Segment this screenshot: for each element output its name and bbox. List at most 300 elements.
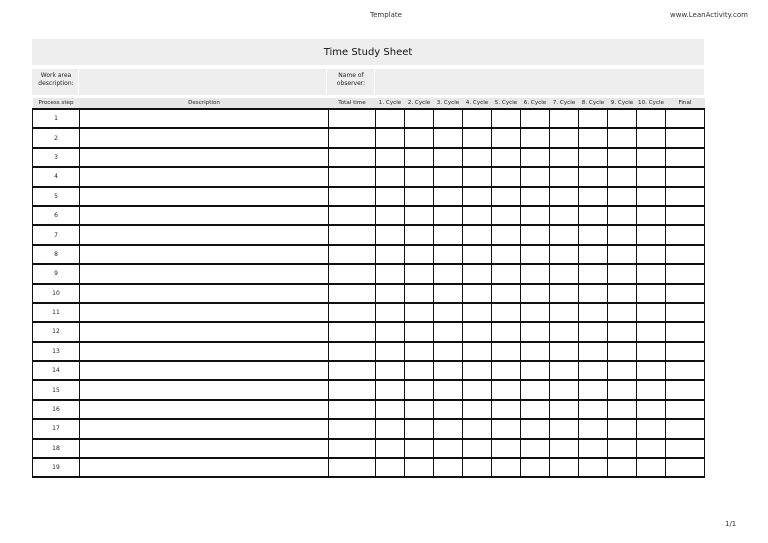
time-entry-cell[interactable] [405, 361, 434, 380]
time-entry-cell[interactable] [405, 128, 434, 147]
time-entry-cell[interactable] [579, 109, 608, 128]
description-cell[interactable] [80, 187, 329, 206]
column-header: 2. Cycle [405, 98, 434, 109]
time-entry-cell[interactable] [608, 342, 637, 361]
time-entry-cell[interactable] [521, 361, 550, 380]
process-step-cell: 11 [33, 303, 80, 322]
time-entry-cell[interactable] [579, 264, 608, 283]
table-row [33, 419, 705, 438]
time-entry-cell[interactable] [434, 380, 463, 399]
description-cell[interactable] [80, 439, 329, 458]
time-entry-cell[interactable] [434, 167, 463, 186]
time-study-table [32, 98, 705, 478]
description-cell[interactable] [80, 264, 329, 283]
time-entry-cell[interactable] [579, 148, 608, 167]
time-entry-cell[interactable] [521, 187, 550, 206]
time-entry-cell[interactable] [376, 303, 405, 322]
time-entry-cell[interactable] [492, 284, 521, 303]
time-entry-cell[interactable] [492, 439, 521, 458]
time-entry-cell[interactable] [492, 187, 521, 206]
time-entry-cell[interactable] [329, 109, 376, 128]
time-entry-cell[interactable] [550, 439, 579, 458]
info-separator [326, 69, 327, 95]
time-entry-cell[interactable] [329, 206, 376, 225]
description-cell[interactable] [80, 109, 329, 128]
process-step-cell: 4 [33, 167, 80, 186]
time-entry-cell[interactable] [579, 167, 608, 186]
process-step-cell: 19 [33, 458, 80, 477]
time-entry-cell[interactable] [329, 439, 376, 458]
time-entry-cell[interactable] [521, 342, 550, 361]
time-entry-cell[interactable] [608, 206, 637, 225]
time-entry-cell[interactable] [434, 439, 463, 458]
time-entry-cell[interactable] [492, 303, 521, 322]
time-entry-cell[interactable] [666, 225, 705, 244]
time-entry-cell[interactable] [666, 284, 705, 303]
process-step-cell: 5 [33, 187, 80, 206]
table-row [33, 187, 705, 206]
time-entry-cell[interactable] [579, 206, 608, 225]
time-entry-cell[interactable] [434, 245, 463, 264]
time-entry-cell[interactable] [434, 342, 463, 361]
table-row [33, 380, 705, 399]
time-entry-cell[interactable] [329, 128, 376, 147]
time-entry-cell[interactable] [434, 264, 463, 283]
time-entry-cell[interactable] [434, 322, 463, 341]
time-entry-cell[interactable] [463, 380, 492, 399]
time-entry-cell[interactable] [637, 264, 666, 283]
time-entry-cell[interactable] [405, 167, 434, 186]
time-entry-cell[interactable] [434, 109, 463, 128]
time-entry-cell[interactable] [637, 322, 666, 341]
info-separator [78, 69, 79, 95]
time-entry-cell[interactable] [434, 458, 463, 477]
time-entry-cell[interactable] [550, 187, 579, 206]
time-entry-cell[interactable] [608, 187, 637, 206]
time-entry-cell[interactable] [434, 148, 463, 167]
time-entry-cell[interactable] [608, 400, 637, 419]
time-entry-cell[interactable] [637, 187, 666, 206]
time-entry-cell[interactable] [521, 264, 550, 283]
table-row [33, 342, 705, 361]
time-entry-cell[interactable] [666, 342, 705, 361]
time-entry-cell[interactable] [521, 148, 550, 167]
time-entry-cell[interactable] [521, 419, 550, 438]
process-step-cell: 8 [33, 245, 80, 264]
time-entry-cell[interactable] [666, 264, 705, 283]
time-entry-cell[interactable] [405, 400, 434, 419]
description-cell[interactable] [80, 284, 329, 303]
time-entry-cell[interactable] [405, 109, 434, 128]
description-cell[interactable] [80, 128, 329, 147]
time-entry-cell[interactable] [492, 380, 521, 399]
time-entry-cell[interactable] [492, 167, 521, 186]
column-header: Description [80, 98, 329, 109]
process-step-cell: 1 [33, 109, 80, 128]
time-entry-cell[interactable] [376, 128, 405, 147]
time-entry-cell[interactable] [405, 264, 434, 283]
time-entry-cell[interactable] [579, 380, 608, 399]
process-step-cell: 2 [33, 128, 80, 147]
time-entry-cell[interactable] [463, 128, 492, 147]
time-entry-cell[interactable] [405, 439, 434, 458]
time-entry-cell[interactable] [608, 380, 637, 399]
time-entry-cell[interactable] [637, 458, 666, 477]
time-entry-cell[interactable] [434, 284, 463, 303]
time-entry-cell[interactable] [405, 245, 434, 264]
time-entry-cell[interactable] [579, 303, 608, 322]
time-entry-cell[interactable] [329, 264, 376, 283]
time-entry-cell[interactable] [329, 419, 376, 438]
description-cell[interactable] [80, 167, 329, 186]
column-header: 10. Cycle [637, 98, 666, 109]
time-entry-cell[interactable] [463, 342, 492, 361]
time-entry-cell[interactable] [637, 128, 666, 147]
time-entry-cell[interactable] [550, 380, 579, 399]
time-entry-cell[interactable] [376, 187, 405, 206]
time-entry-cell[interactable] [376, 419, 405, 438]
time-entry-cell[interactable] [666, 458, 705, 477]
info-separator [374, 69, 375, 95]
time-entry-cell[interactable] [637, 303, 666, 322]
table-row [33, 284, 705, 303]
time-entry-cell[interactable] [637, 380, 666, 399]
time-entry-cell[interactable] [434, 419, 463, 438]
column-header: 9. Cycle [608, 98, 637, 109]
time-entry-cell[interactable] [608, 167, 637, 186]
time-entry-cell[interactable] [666, 439, 705, 458]
time-entry-cell[interactable] [521, 245, 550, 264]
time-entry-cell[interactable] [608, 245, 637, 264]
time-entry-cell[interactable] [376, 206, 405, 225]
time-entry-cell[interactable] [521, 303, 550, 322]
time-entry-cell[interactable] [463, 225, 492, 244]
time-entry-cell[interactable] [550, 128, 579, 147]
time-entry-cell[interactable] [434, 187, 463, 206]
time-entry-cell[interactable] [666, 419, 705, 438]
description-cell[interactable] [80, 380, 329, 399]
process-step-cell: 9 [33, 264, 80, 283]
process-step-cell: 6 [33, 206, 80, 225]
time-entry-cell[interactable] [329, 167, 376, 186]
time-entry-cell[interactable] [608, 284, 637, 303]
time-entry-cell[interactable] [405, 206, 434, 225]
time-entry-cell[interactable] [405, 148, 434, 167]
time-entry-cell[interactable] [463, 187, 492, 206]
time-entry-cell[interactable] [329, 380, 376, 399]
description-cell[interactable] [80, 245, 329, 264]
time-entry-cell[interactable] [579, 439, 608, 458]
column-header: 1. Cycle [376, 98, 405, 109]
time-entry-cell[interactable] [608, 148, 637, 167]
time-entry-cell[interactable] [608, 264, 637, 283]
time-entry-cell[interactable] [666, 109, 705, 128]
time-entry-cell[interactable] [463, 148, 492, 167]
time-entry-cell[interactable] [579, 128, 608, 147]
time-entry-cell[interactable] [608, 439, 637, 458]
time-entry-cell[interactable] [463, 439, 492, 458]
time-entry-cell[interactable] [666, 206, 705, 225]
time-entry-cell[interactable] [329, 187, 376, 206]
time-entry-cell[interactable] [666, 148, 705, 167]
description-cell[interactable] [80, 419, 329, 438]
time-entry-cell[interactable] [376, 400, 405, 419]
time-entry-cell[interactable] [637, 342, 666, 361]
time-entry-cell[interactable] [579, 400, 608, 419]
time-entry-cell[interactable] [492, 342, 521, 361]
time-entry-cell[interactable] [608, 361, 637, 380]
time-entry-cell[interactable] [434, 303, 463, 322]
table-header-row [33, 98, 705, 109]
time-entry-cell[interactable] [492, 264, 521, 283]
time-entry-cell[interactable] [637, 400, 666, 419]
time-entry-cell[interactable] [550, 342, 579, 361]
time-entry-cell[interactable] [329, 361, 376, 380]
time-entry-cell[interactable] [579, 187, 608, 206]
time-entry-cell[interactable] [579, 458, 608, 477]
time-entry-cell[interactable] [329, 148, 376, 167]
time-entry-cell[interactable] [376, 225, 405, 244]
time-entry-cell[interactable] [376, 361, 405, 380]
time-entry-cell[interactable] [521, 322, 550, 341]
time-entry-cell[interactable] [550, 167, 579, 186]
time-entry-cell[interactable] [637, 245, 666, 264]
page-number: 1/1 [725, 520, 737, 528]
description-cell[interactable] [80, 148, 329, 167]
time-entry-cell[interactable] [579, 225, 608, 244]
time-entry-cell[interactable] [329, 284, 376, 303]
description-cell[interactable] [80, 225, 329, 244]
time-entry-cell[interactable] [376, 439, 405, 458]
time-entry-cell[interactable] [550, 419, 579, 438]
table-row [33, 148, 705, 167]
process-step-cell: 17 [33, 419, 80, 438]
time-entry-cell[interactable] [608, 303, 637, 322]
time-entry-cell[interactable] [550, 148, 579, 167]
time-entry-cell[interactable] [666, 187, 705, 206]
process-step-cell: 14 [33, 361, 80, 380]
time-entry-cell[interactable] [608, 128, 637, 147]
time-entry-cell[interactable] [637, 361, 666, 380]
description-cell[interactable] [80, 361, 329, 380]
time-entry-cell[interactable] [579, 245, 608, 264]
time-entry-cell[interactable] [463, 458, 492, 477]
time-entry-cell[interactable] [376, 264, 405, 283]
time-entry-cell[interactable] [579, 284, 608, 303]
table-row [33, 128, 705, 147]
time-entry-cell[interactable] [405, 342, 434, 361]
time-entry-cell[interactable] [666, 322, 705, 341]
time-entry-cell[interactable] [329, 400, 376, 419]
time-entry-cell[interactable] [492, 419, 521, 438]
time-entry-cell[interactable] [492, 148, 521, 167]
time-entry-cell[interactable] [666, 380, 705, 399]
time-entry-cell[interactable] [521, 109, 550, 128]
time-entry-cell[interactable] [666, 167, 705, 186]
process-step-cell: 15 [33, 380, 80, 399]
time-entry-cell[interactable] [434, 225, 463, 244]
time-entry-cell[interactable] [608, 458, 637, 477]
time-entry-cell[interactable] [637, 284, 666, 303]
time-entry-cell[interactable] [666, 303, 705, 322]
time-entry-cell[interactable] [463, 322, 492, 341]
time-entry-cell[interactable] [463, 245, 492, 264]
time-entry-cell[interactable] [376, 284, 405, 303]
time-entry-cell[interactable] [329, 245, 376, 264]
time-entry-cell[interactable] [434, 400, 463, 419]
time-entry-cell[interactable] [666, 245, 705, 264]
time-entry-cell[interactable] [492, 458, 521, 477]
time-entry-cell[interactable] [329, 342, 376, 361]
time-entry-cell[interactable] [463, 264, 492, 283]
description-cell[interactable] [80, 303, 329, 322]
time-entry-cell[interactable] [492, 206, 521, 225]
description-cell[interactable] [80, 342, 329, 361]
time-entry-cell[interactable] [521, 167, 550, 186]
column-header: 5. Cycle [492, 98, 521, 109]
table-row [33, 167, 705, 186]
time-entry-cell[interactable] [376, 167, 405, 186]
time-entry-cell[interactable] [492, 361, 521, 380]
time-entry-cell[interactable] [405, 380, 434, 399]
time-entry-cell[interactable] [666, 400, 705, 419]
time-entry-cell[interactable] [521, 284, 550, 303]
time-entry-cell[interactable] [405, 458, 434, 477]
table-row [33, 264, 705, 283]
time-entry-cell[interactable] [376, 380, 405, 399]
time-entry-cell[interactable] [579, 361, 608, 380]
time-entry-cell[interactable] [405, 419, 434, 438]
table-row [33, 206, 705, 225]
time-entry-cell[interactable] [463, 284, 492, 303]
info-band [32, 69, 704, 95]
time-entry-cell[interactable] [376, 322, 405, 341]
time-entry-cell[interactable] [521, 206, 550, 225]
time-entry-cell[interactable] [463, 361, 492, 380]
time-entry-cell[interactable] [579, 419, 608, 438]
time-entry-cell[interactable] [405, 303, 434, 322]
column-header: Final [666, 98, 705, 109]
time-entry-cell[interactable] [434, 128, 463, 147]
column-header: 8. Cycle [579, 98, 608, 109]
time-entry-cell[interactable] [550, 458, 579, 477]
time-entry-cell[interactable] [492, 225, 521, 244]
column-header: 6. Cycle [521, 98, 550, 109]
time-entry-cell[interactable] [376, 458, 405, 477]
time-entry-cell[interactable] [637, 439, 666, 458]
time-entry-cell[interactable] [463, 400, 492, 419]
process-step-cell: 3 [33, 148, 80, 167]
time-entry-cell[interactable] [550, 322, 579, 341]
time-entry-cell[interactable] [434, 206, 463, 225]
time-entry-cell[interactable] [550, 109, 579, 128]
time-entry-cell[interactable] [579, 342, 608, 361]
sheet-title: Time Study Sheet [32, 39, 704, 65]
time-entry-cell[interactable] [550, 245, 579, 264]
time-entry-cell[interactable] [329, 458, 376, 477]
process-step-cell: 7 [33, 225, 80, 244]
time-entry-cell[interactable] [492, 128, 521, 147]
process-step-cell: 13 [33, 342, 80, 361]
time-entry-cell[interactable] [637, 167, 666, 186]
table-row [33, 245, 705, 264]
time-entry-cell[interactable] [405, 225, 434, 244]
time-entry-cell[interactable] [329, 225, 376, 244]
description-cell[interactable] [80, 400, 329, 419]
table-row [33, 439, 705, 458]
time-entry-cell[interactable] [376, 109, 405, 128]
time-entry-cell[interactable] [550, 284, 579, 303]
time-entry-cell[interactable] [637, 206, 666, 225]
column-header: Total time [329, 98, 376, 109]
column-header: Process step [33, 98, 80, 109]
time-entry-cell[interactable] [550, 361, 579, 380]
time-entry-cell[interactable] [405, 284, 434, 303]
time-entry-cell[interactable] [637, 419, 666, 438]
time-entry-cell[interactable] [405, 322, 434, 341]
time-entry-cell[interactable] [492, 109, 521, 128]
time-entry-cell[interactable] [608, 419, 637, 438]
time-entry-cell[interactable] [637, 109, 666, 128]
description-cell[interactable] [80, 322, 329, 341]
table-row [33, 322, 705, 341]
time-entry-cell[interactable] [608, 322, 637, 341]
time-entry-cell[interactable] [521, 380, 550, 399]
time-entry-cell[interactable] [376, 245, 405, 264]
time-entry-cell[interactable] [329, 322, 376, 341]
process-step-cell: 12 [33, 322, 80, 341]
time-entry-cell[interactable] [579, 322, 608, 341]
time-entry-cell[interactable] [521, 400, 550, 419]
table-row [33, 361, 705, 380]
time-entry-cell[interactable] [550, 303, 579, 322]
time-entry-cell[interactable] [550, 400, 579, 419]
time-entry-cell[interactable] [376, 342, 405, 361]
time-entry-cell[interactable] [329, 303, 376, 322]
time-entry-cell[interactable] [463, 303, 492, 322]
time-entry-cell[interactable] [434, 361, 463, 380]
description-cell[interactable] [80, 458, 329, 477]
time-entry-cell[interactable] [550, 225, 579, 244]
time-entry-cell[interactable] [666, 128, 705, 147]
column-header: 3. Cycle [434, 98, 463, 109]
time-entry-cell[interactable] [521, 439, 550, 458]
time-entry-cell[interactable] [463, 206, 492, 225]
time-entry-cell[interactable] [550, 264, 579, 283]
time-entry-cell[interactable] [405, 187, 434, 206]
time-entry-cell[interactable] [492, 245, 521, 264]
time-entry-cell[interactable] [492, 322, 521, 341]
observer-label: Name of observer: [336, 72, 366, 87]
time-entry-cell[interactable] [376, 148, 405, 167]
time-entry-cell[interactable] [463, 167, 492, 186]
time-entry-cell[interactable] [550, 206, 579, 225]
time-entry-cell[interactable] [463, 109, 492, 128]
description-cell[interactable] [80, 206, 329, 225]
time-entry-cell[interactable] [521, 128, 550, 147]
time-entry-cell[interactable] [608, 225, 637, 244]
time-entry-cell[interactable] [637, 148, 666, 167]
process-step-cell: 16 [33, 400, 80, 419]
time-entry-cell[interactable] [463, 419, 492, 438]
time-entry-cell[interactable] [637, 225, 666, 244]
time-entry-cell[interactable] [608, 109, 637, 128]
time-entry-cell[interactable] [666, 361, 705, 380]
time-entry-cell[interactable] [521, 458, 550, 477]
table-row [33, 303, 705, 322]
time-entry-cell[interactable] [492, 400, 521, 419]
time-entry-cell[interactable] [521, 225, 550, 244]
